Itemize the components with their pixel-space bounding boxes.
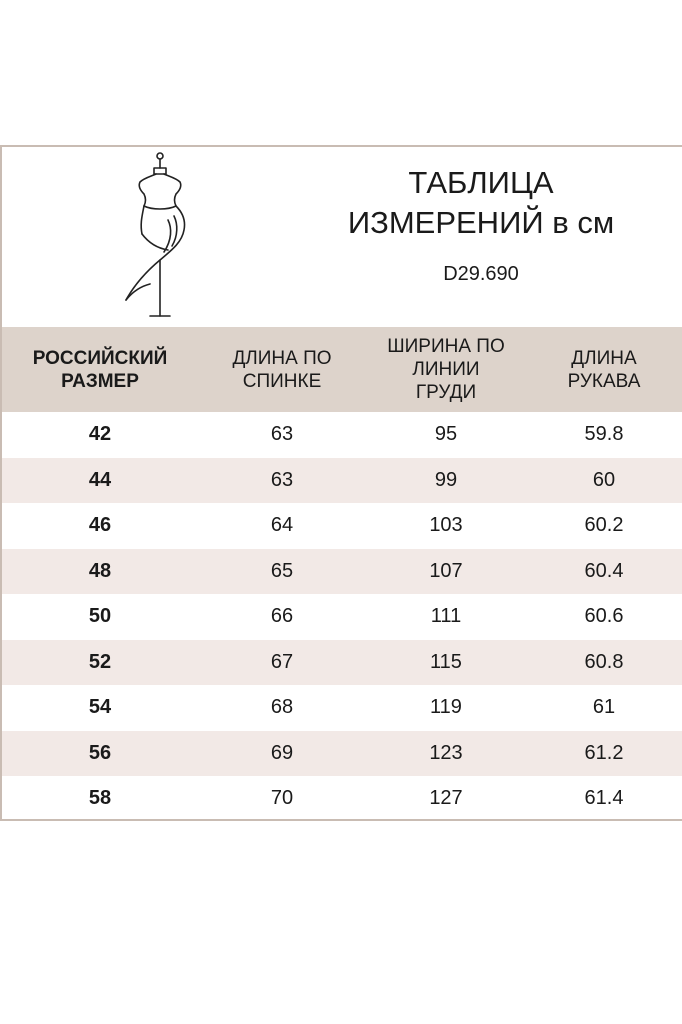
column-header-chest-width: ШИРИНА ПО ЛИНИИ ГРУДИ	[387, 336, 505, 403]
size-table	[2, 327, 682, 822]
table-row	[2, 594, 682, 640]
product-code: D29.690	[443, 263, 519, 285]
size-cell: 52	[88, 650, 112, 673]
back-length-cell: 68	[270, 696, 294, 719]
back-length-cell: 70	[270, 787, 294, 810]
page-title	[326, 163, 636, 243]
sleeve-length-cell: 59.8	[584, 423, 624, 446]
chest-width-cell: 127	[429, 787, 463, 810]
table-row	[2, 458, 682, 504]
table-row	[2, 685, 682, 731]
size-cell: 48	[88, 559, 112, 582]
back-length-cell: 64	[270, 514, 294, 537]
back-length-cell: 66	[270, 605, 294, 628]
back-length-cell: 69	[270, 741, 294, 764]
table-row	[2, 731, 682, 777]
table-row	[2, 549, 682, 595]
chest-width-cell: 107	[429, 559, 463, 582]
size-cell: 58	[88, 787, 112, 810]
size-cell: 44	[88, 468, 112, 491]
table-row	[2, 776, 682, 822]
chest-width-cell: 103	[429, 514, 463, 537]
back-length-cell: 63	[270, 468, 294, 491]
sleeve-length-cell: 61.2	[584, 741, 624, 764]
table-row	[2, 412, 682, 458]
sleeve-length-cell: 60.2	[584, 514, 624, 537]
table-row	[2, 640, 682, 686]
chest-width-cell: 99	[434, 468, 458, 491]
title-line-1: ТАБЛИЦА	[408, 165, 554, 200]
column-header-size: РОССИЙСКИЙ РАЗМЕР	[32, 347, 168, 392]
size-cell: 56	[88, 741, 112, 764]
table-header	[2, 327, 682, 412]
sleeve-length-cell: 60.4	[584, 559, 624, 582]
chest-width-cell: 119	[430, 696, 462, 719]
sleeve-length-cell: 60	[592, 468, 616, 491]
title-line-2: ИЗМЕРЕНИЙ в см	[347, 205, 615, 240]
size-cell: 42	[88, 423, 112, 446]
column-header-back-length: ДЛИНА ПО СПИНКЕ	[232, 347, 332, 392]
size-cell: 54	[88, 696, 112, 719]
sleeve-length-cell: 60.6	[584, 605, 624, 628]
column-header-sleeve-length: ДЛИНА РУКАВА	[567, 347, 641, 392]
chest-width-cell: 115	[430, 650, 462, 673]
sleeve-length-cell: 61.4	[584, 787, 624, 810]
back-length-cell: 63	[270, 423, 294, 446]
chest-width-cell: 123	[429, 741, 463, 764]
sleeve-length-cell: 61	[592, 696, 616, 719]
chest-width-cell: 111	[430, 605, 462, 628]
chest-width-cell: 95	[434, 423, 458, 446]
back-length-cell: 65	[270, 559, 294, 582]
size-cell: 50	[88, 605, 112, 628]
back-length-cell: 67	[270, 650, 294, 673]
sleeve-length-cell: 60.8	[584, 650, 624, 673]
table-row	[2, 503, 682, 549]
size-cell: 46	[88, 514, 112, 537]
mannequin-icon	[112, 150, 208, 322]
